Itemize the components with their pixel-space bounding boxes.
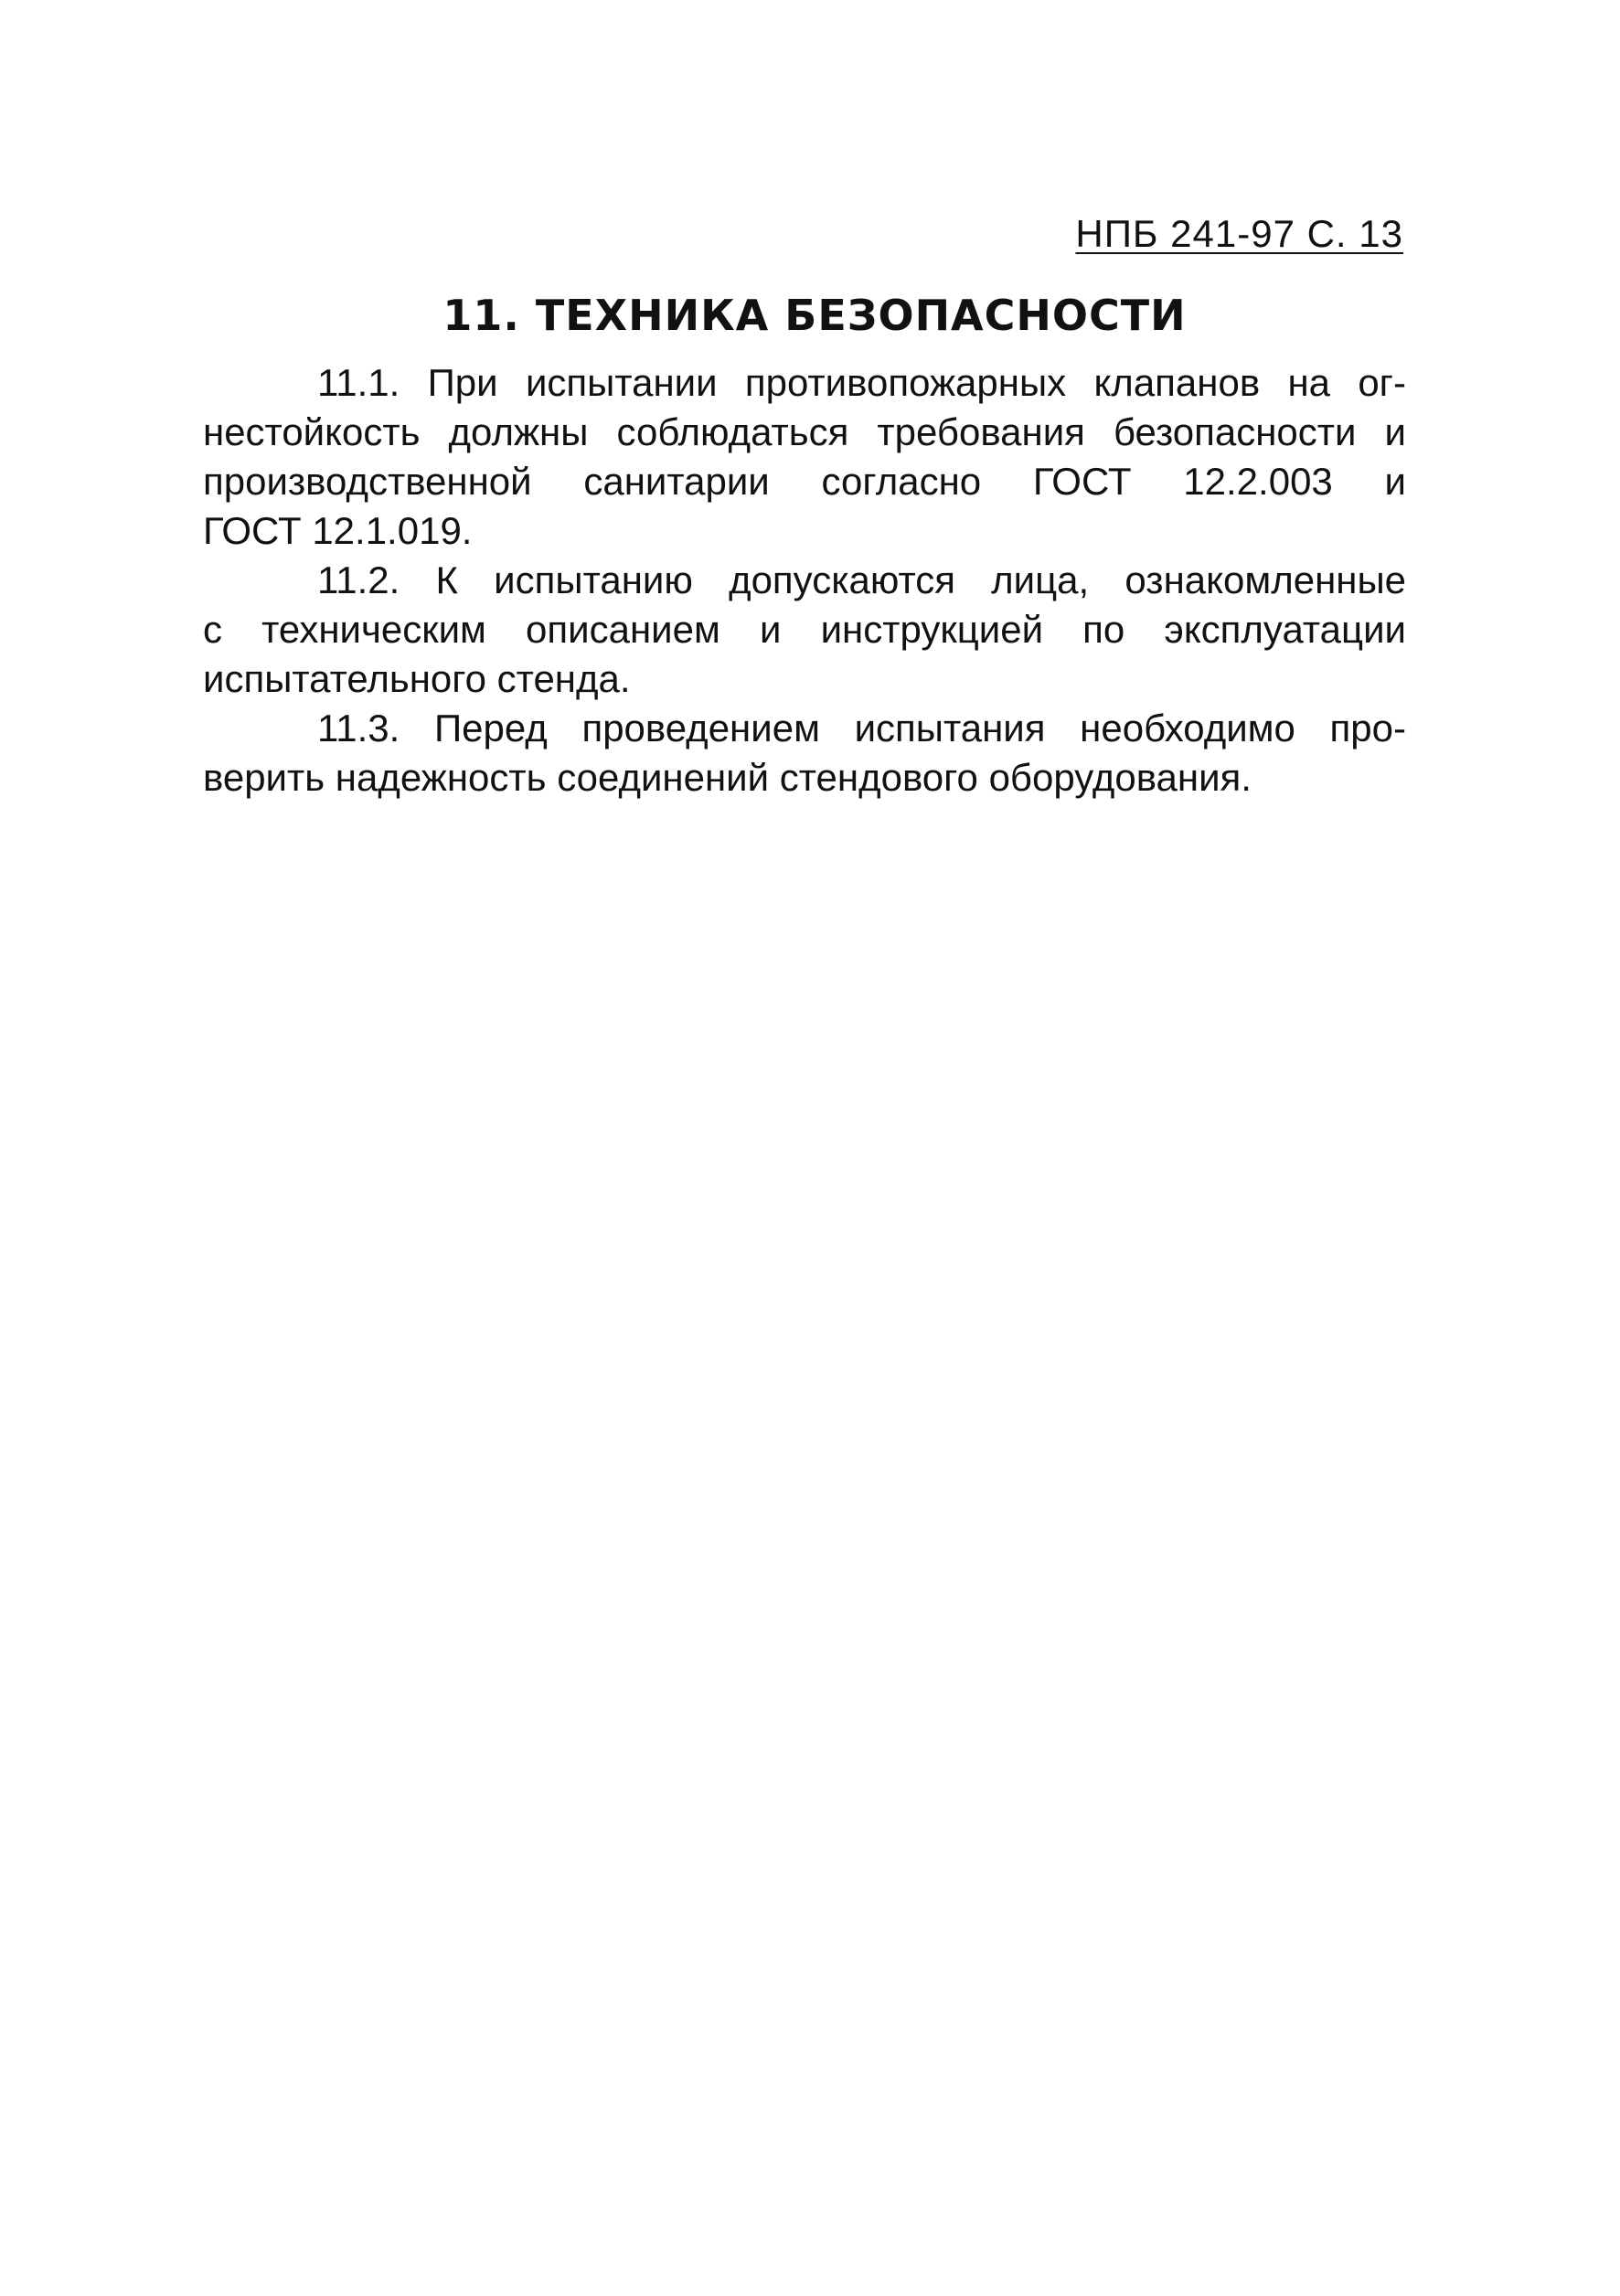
paragraph-line: производственной санитарии согласно ГОСТ 12.2.003 и (203, 460, 1406, 503)
section-title: 11. ТЕХНИКА БЕЗОПАСНОСТИ (442, 291, 1187, 340)
paragraph-line: 11.1. При испытании противопожарных клапанов на ог- (317, 361, 1406, 404)
page-header-doc-ref: НПБ 241-97 С. 13 (1075, 212, 1403, 255)
paragraph-line: верить надежность соединений стендового оборудования. (203, 756, 1252, 799)
paragraph-line: нестойкость должны соблюдаться требования безопасности и (203, 410, 1406, 453)
paragraph-line: испытательного стенда. (203, 657, 631, 700)
paragraph-line: ГОСТ 12.1.019. (203, 509, 473, 552)
paragraph-line: 11.3. Перед проведением испытания необходимо про- (317, 707, 1406, 749)
paragraph-11-2 (203, 556, 1406, 704)
paragraph-line: с техническим описанием и инструкцией по эксплуатации (203, 608, 1406, 651)
section-body (203, 358, 1406, 803)
paragraph-11-1 (203, 358, 1406, 556)
paragraph-line: 11.2. К испытанию допускаются лица, ознакомленные (317, 558, 1406, 601)
paragraph-11-3 (203, 704, 1406, 803)
